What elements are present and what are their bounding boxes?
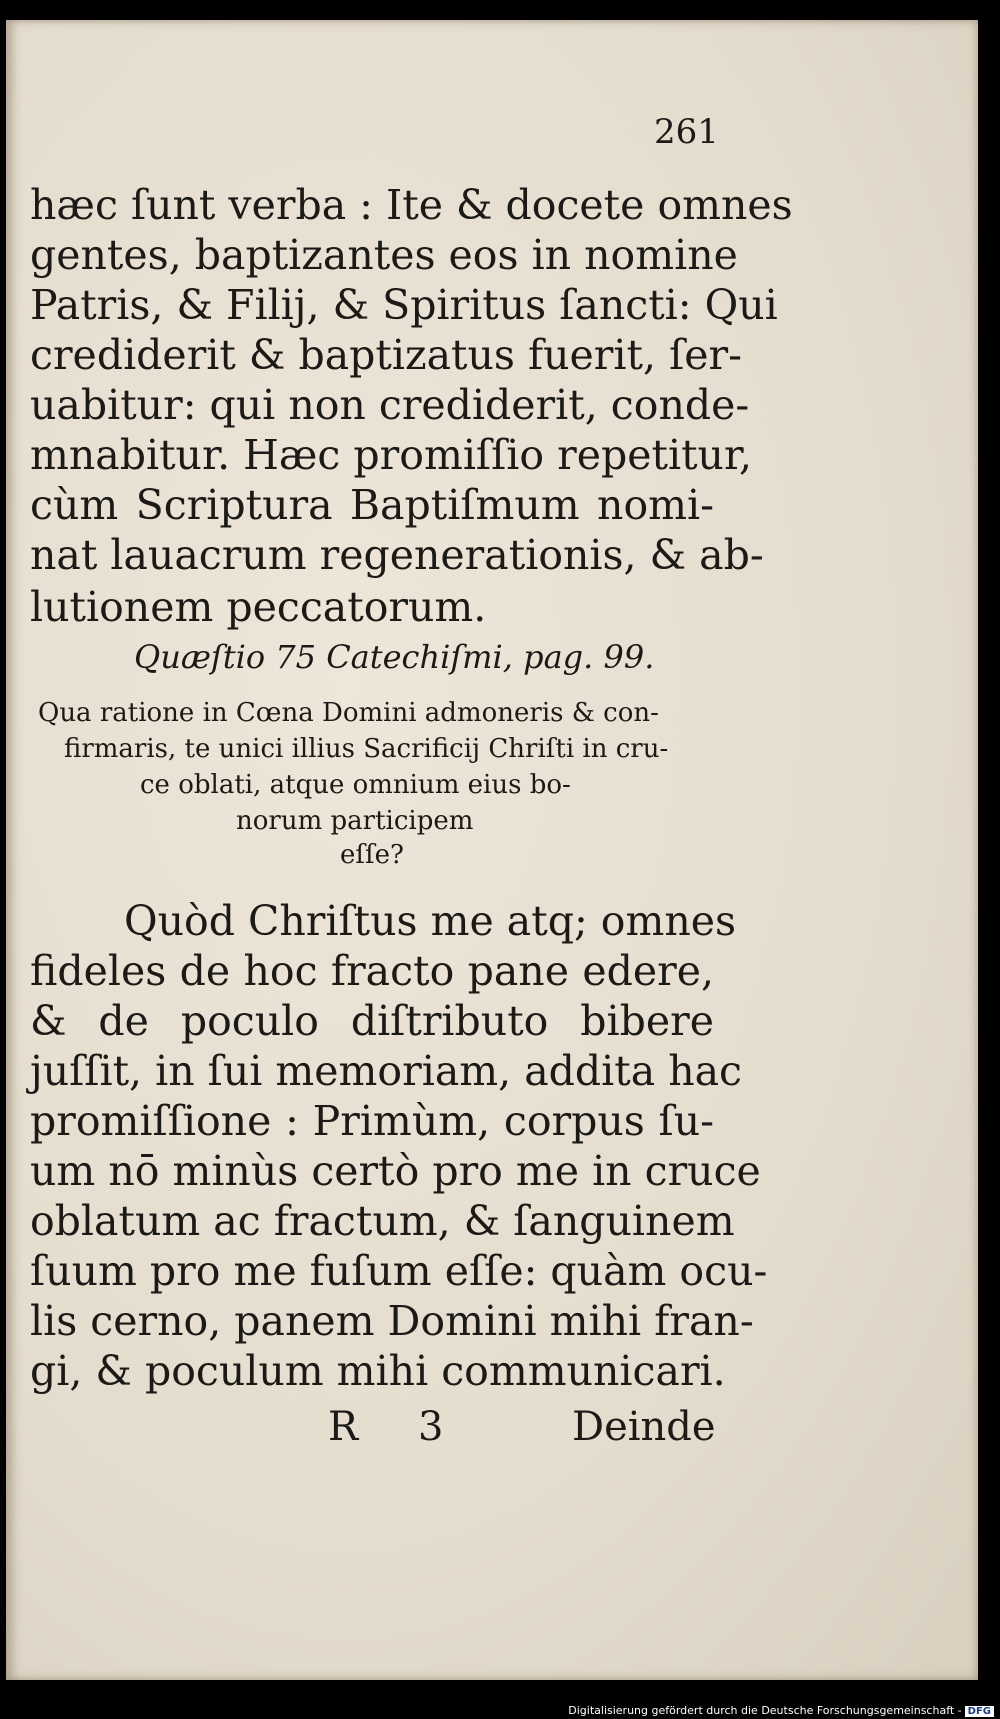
text-line: hæc ſunt verba : Ite & docete omnes xyxy=(30,181,793,229)
text-line: gi, & poculum mihi communicari. xyxy=(30,1347,726,1395)
digitization-credit xyxy=(568,1704,994,1717)
signature-mark: R xyxy=(328,1404,359,1450)
text-line: nat lauacrum regenerationis, & ab- xyxy=(30,531,764,579)
credit-text: Digitalisierung gefördert durch die Deutsche Forschungsgemeinschaft - xyxy=(568,1704,962,1717)
text-line: mnabitur. Hæc promiſſio repetitur, xyxy=(30,431,753,479)
text-line: crediderit & baptizatus fuerit, ſer- xyxy=(30,331,742,379)
text-line: & de poculo diſtributo bibere xyxy=(30,997,714,1045)
text-line: um nō minùs certò pro me in cruce xyxy=(30,1147,761,1195)
question-line: norum participem xyxy=(236,806,474,836)
question-line: ce oblati, atque omnium eius bo- xyxy=(140,770,571,800)
question-line: firmaris, te unici illius Sacrificij Chriſti in cru- xyxy=(64,734,669,764)
question-line: Qua ratione in Cœna Domini admoneris & con- xyxy=(38,698,659,728)
book-page xyxy=(6,20,978,1680)
catchword: Deinde xyxy=(572,1404,716,1450)
text-line: cùm Scriptura Baptiſmum nomi- xyxy=(30,481,714,529)
page-number: 261 xyxy=(654,112,719,152)
text-line: lis cerno, panem Domini mihi fran- xyxy=(30,1297,754,1345)
dfg-logo: DFG xyxy=(965,1706,994,1717)
text-line: promiſſione : Primùm, corpus ſu- xyxy=(30,1097,714,1145)
text-line: ſuum pro me fuſum eſſe: quàm ocu- xyxy=(30,1247,768,1295)
question-heading: Quæſtio 75 Catechiſmi, pag. 99. xyxy=(134,638,655,676)
text-line: lutionem peccatorum. xyxy=(30,583,487,631)
text-line: uabitur: qui non crediderit, conde- xyxy=(30,381,750,429)
text-line: oblatum ac fractum, & ſanguinem xyxy=(30,1197,735,1245)
signature-number: 3 xyxy=(418,1404,444,1450)
text-line: gentes, baptizantes eos in nomine xyxy=(30,231,738,279)
text-line: juſſit, in ſui memoriam, addita hac xyxy=(30,1047,743,1095)
text-line: fideles de hoc fracto pane edere, xyxy=(30,947,714,995)
text-line: Patris, & Filij, & Spiritus ſancti: Qui xyxy=(30,281,778,329)
text-line: Quòd Chriſtus me atq; omnes xyxy=(124,897,737,945)
question-line: eſſe? xyxy=(340,840,404,870)
